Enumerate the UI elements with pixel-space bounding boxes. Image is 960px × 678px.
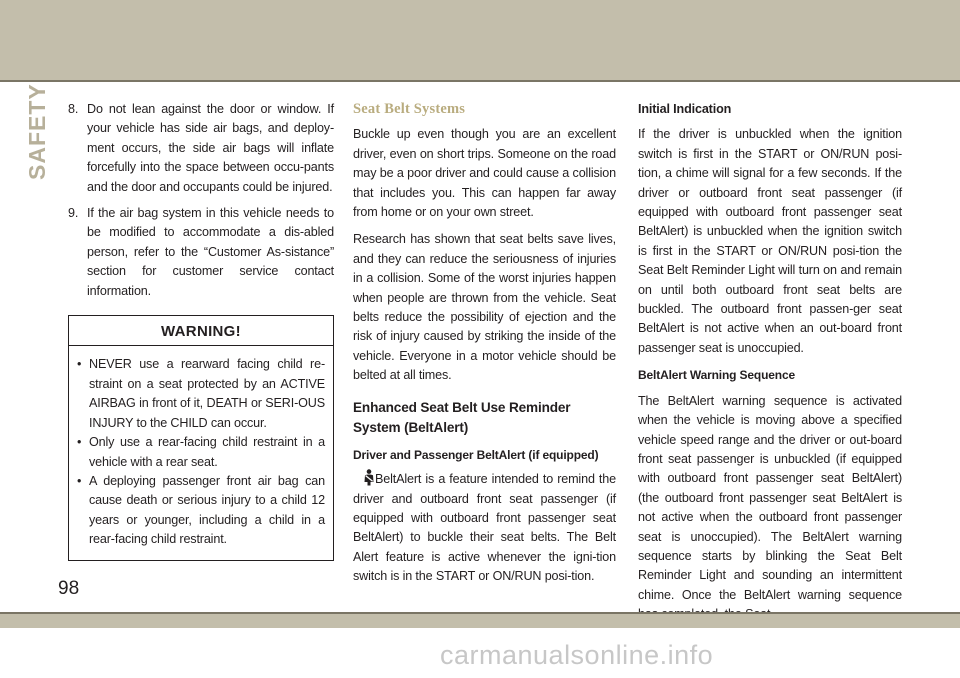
warning-bullet (77, 472, 325, 550)
paragraph: Research has shown that seat belts save lives, and they can reduce the seriousness of injuries in a collision. Some of the worst injuries happen when people are thrown from the vehicle. Seat belts reduce the possibility of ejection and the risk of injury caused by striking the inside of the vehicle. Everyone in a motor vehicle should be belted at all times. (353, 232, 616, 383)
beltalert-text: BeltAlert is a feature intended to remind the driver and outboard front seat passenger (if equipped with outboard front passenger seat BeltAlert) to buckle their seat belts. The Belt Alert feature is active whenever the igni-tion switch is in the START or ON/RUN posi-tion. (353, 472, 616, 584)
warning-sequence-heading: BeltAlert Warning Sequence (638, 368, 796, 383)
initial-indication-heading: Initial Indication (638, 102, 732, 116)
section-tab-label: SAFETY (24, 83, 50, 180)
page-number: 98 (58, 578, 80, 599)
header-band (0, 0, 960, 80)
numbered-item (68, 100, 334, 197)
section-heading: Seat Belt Systems (353, 101, 466, 117)
numbered-item (68, 204, 334, 301)
warning-bullet-text: Only use a rear-facing child restraint in a vehicle with a rear seat. (89, 435, 325, 469)
bullet-dot: • (77, 435, 82, 450)
warning-title: WARNING! (69, 316, 333, 346)
warning-bullet-text: A deploying passenger front air bag can cause death or serious injury to a child 12 years or younger, including a child in a rear-facing child restraint. (89, 473, 325, 547)
warning-list (69, 346, 333, 559)
bullet-dot: • (77, 473, 82, 488)
item-text: Do not lean against the door or window. If your vehicle has side air bags, and deploy-ment occurs, the side air bags will inflate forcefully into the space between occu-pants and the door and occupants could be injured. (87, 102, 334, 194)
subsection-heading: Enhanced Seat Belt Use Reminder System (BeltAlert) (353, 399, 571, 435)
paragraph (353, 469, 616, 586)
column-3 (638, 100, 902, 633)
seatbelt-reminder-icon (363, 469, 375, 486)
minor-heading: Driver and Passenger BeltAlert (if equipped) (353, 447, 599, 462)
paragraph: The BeltAlert warning sequence is activated when the vehicle is moving above a specified vehicle speed range and the driver or out-board front seat passenger is unbuckled (if equipped with outboard front passenger seat BeltAlert) (the outboard front passenger seat BeltAlert is not active when the outboard front passenger seat is unoccupied). The BeltAlert warning sequence starts by blinking the Seat Belt Reminder Light and sounding an intermittent chime. Once the BeltAlert warning sequence (638, 393, 902, 602)
warning-bullet (77, 433, 325, 472)
warning-bullet (77, 355, 325, 433)
warning-box (68, 315, 334, 560)
paragraph: Buckle up even though you are an excellent driver, even on short trips. Someone on the road may be a poor driver and could cause a collision that includes you. This can happen far away from home or on your own street. (353, 127, 616, 220)
column-1 (68, 100, 334, 561)
item-text: If the air bag system in this vehicle needs to be modified to accommodate a dis-abled person, refer to the “Customer As-sistance” section for customer service contact information. (87, 206, 334, 298)
section-tab (24, 83, 50, 182)
warning-bullet-text: NEVER use a rearward facing child re-straint on a seat protected by an ACTIVE AIRBAG in front of it, DEATH or SERI-OUS INJURY to the CHILD can occur. (89, 357, 325, 430)
footer-band (0, 614, 960, 628)
header-rule (0, 80, 960, 82)
item-number: 9. (68, 206, 79, 221)
watermark: carmanualsonline.info (440, 640, 714, 670)
paragraph: If the driver is unbuckled when the ignition switch is first in the START or ON/RUN posi-tion, a chime will signal for a few seconds. If the driver or outboard front seat passenger (if equipped with outboard front passenger seat BeltAlert) is unbuckled when the ignition switch is first in the START or ON/RUN posi-tion the Seat Belt Reminder Light will turn on and remain on until both outboard front seat belts are buckled. The outboard front passen-ger seat BeltAlert is not active when an out-board front passenger seat is unoccupied. (638, 127, 902, 355)
item-number: 8. (68, 102, 79, 116)
column-2 (353, 100, 616, 595)
bullet-dot: • (77, 357, 82, 372)
